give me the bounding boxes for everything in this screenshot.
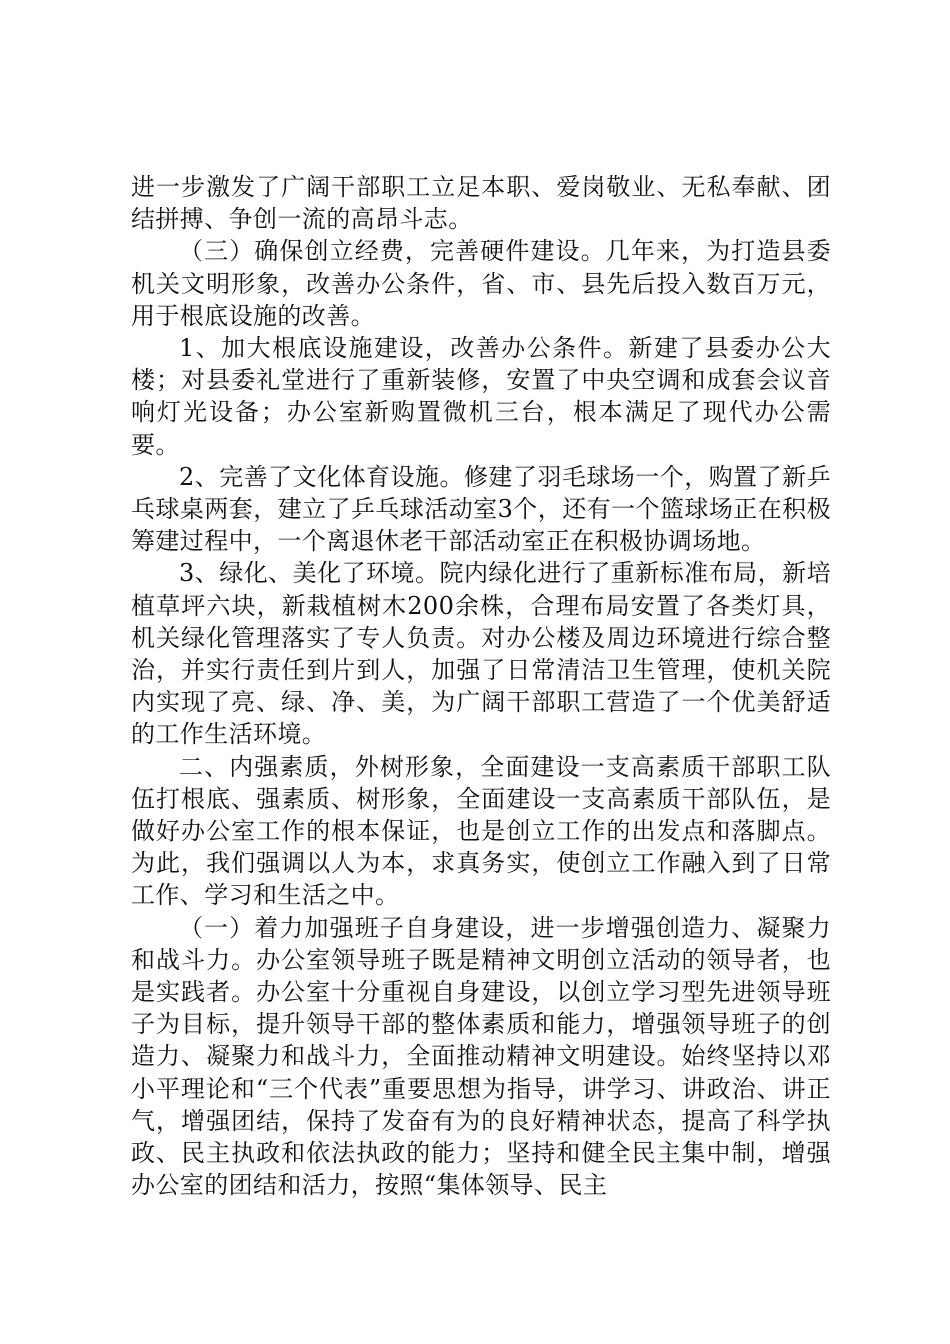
paragraph-5: 3、绿化、美化了环境。院内绿化进行了重新标准布局，新培植草坪六块，新栽植树木200余株，合理布局安置了各类灯具，机关绿化管理落实了专人负责。对办公楼及周边环境进行综合整治，并实行责任到片到人，加强了日常清洁卫生管理，使机关院内实现了亮、绿、净、美，为广阔干部职工营造了一个优美舒适的工作生活环境。 [131, 559, 831, 749]
paragraph-7: （一）着力加强班子自身建设，进一步增强创造力、凝聚力和战斗力。办公室领导班子既是精神文明创立活动的领导者，也是实践者。办公室十分重视自身建设，以创立学习型先进领导班子为目标，提升领导干部的整体素质和能力，增强领导班子的创造力、凝聚力和战斗力，全面推动精神文明建设。始终坚持以邓小平理论和“三个代表”重要思想为指导，讲学习、讲政治、讲正气，增强团结，保持了发奋有为的良好精神状态，提高了科学执政、民主执政和依法执政的能力；坚持和健全民主集中制，增强办公室的团结和活力，按照“集体领导、民主 [131, 913, 831, 1200]
document-body [131, 171, 831, 1202]
paragraph-4: 2、完善了文化体育设施。修建了羽毛球场一个，购置了新乒乓球桌两套，建立了乒乓球活动室3个，还有一个篮球场正在积极筹建过程中，一个离退休老干部活动室正在积极协调场地。 [131, 462, 831, 556]
paragraph-3: 1、加大根底设施建设，改善办公条件。新建了县委办公大楼；对县委礼堂进行了重新装修，安置了中央空调和成套会议音响灯光设备；办公室新购置微机三台，根本满足了现代办公需要。 [131, 334, 831, 459]
paragraph-6: 二、内强素质，外树形象，全面建设一支高素质干部职工队伍打根底、强素质、树形象，全面建设一支高素质干部队伍，是做好办公室工作的根本保证，也是创立工作的出发点和落脚点。为此，我们强调以人为本，求真务实，使创立工作融入到了日常工作、学习和生活之中。 [131, 752, 831, 910]
paragraph-1: 进一步激发了广阔干部职工立足本职、爱岗敬业、无私奉献、团结拼搏、争创一流的高昂斗志。 [131, 173, 831, 234]
paragraph-2: （三）确保创立经费，完善硬件建设。几年来，为打造县委机关文明形象，改善办公条件，省、市、县先后投入数百万元，用于根底设施的改善。 [131, 237, 831, 330]
